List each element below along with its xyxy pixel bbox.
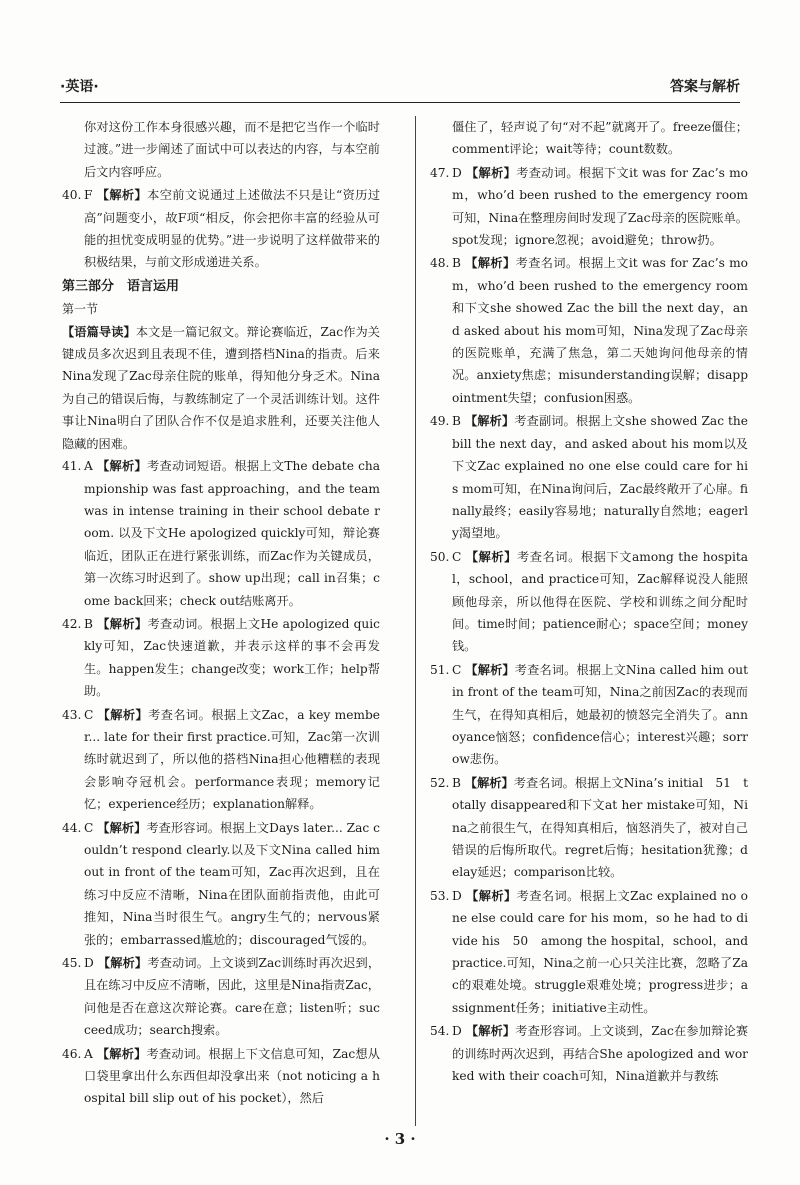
item-text: 考查名词。根据上文Nina called him out in front of the team可知，Nina之前因Zac的表现而生气，在得知真相后，她最初的愤怒完全消失了。annoyance恼怒；confidence信心；interest兴趣；sorrow悲伤。 bbox=[452, 662, 749, 767]
intro-tag: 【语篇导读】 bbox=[62, 324, 136, 339]
item-number: 50. bbox=[430, 549, 450, 564]
item-answer: A bbox=[84, 1046, 93, 1061]
item-text: 考查名词。根据下文among the hospital，school，and practice可知，Zac解释说没人能照顾他母亲，所以他得在医院、学校和训练之间分配时间。time时间；patience耐心；space空间；money钱。 bbox=[452, 549, 749, 654]
item-number: 45. bbox=[62, 956, 82, 971]
item-number: 49. bbox=[430, 414, 450, 429]
analysis-tag: 【解析】 bbox=[465, 256, 516, 271]
item-text: 考查动词。根据下文it was for Zac’s mom，who’d been rushed to the emergency room可知，Nina在整理房间时发现了Zac母亲的医院账单。spot发现；ignore忽视；avoid避免；throw扔。 bbox=[452, 165, 748, 248]
item-number: 44. bbox=[62, 820, 82, 835]
item-answer: D bbox=[452, 1024, 462, 1039]
intro-text: 本文是一篇记叙文。辩论赛临近，Zac作为关键成员多次迟到且表现不佳，遭到搭档Nina的指责。后来Nina发现了Zac母亲住院的账单，得知他分身乏术。Nina为自己的错误后悔，与教练制定了一个灵活训练计划。这件事让Nina明白了团队合作不仅是追求胜利，还要关注他人隐藏的困难。 bbox=[62, 324, 380, 451]
item-answer: B bbox=[452, 256, 461, 271]
item-text: 考查名词。根据上文Nina’s initial 51 totally disappeared和下文at her mistake可知，Nina之前很生气，在得知真相后，恼怒消失了，被对自己错误的后悔所取代。regret后悔；hesitation犹豫；delay延迟；comparison比较。 bbox=[452, 775, 749, 880]
item-answer: B bbox=[452, 775, 461, 790]
analysis-tag: 【解析】 bbox=[466, 165, 517, 180]
analysis-tag: 【解析】 bbox=[97, 616, 148, 631]
analysis-tag: 【解析】 bbox=[97, 707, 149, 722]
answer-item bbox=[430, 1020, 748, 1087]
item-answer: B bbox=[452, 414, 461, 429]
item-number: 54. bbox=[430, 1024, 450, 1039]
answer-item bbox=[430, 410, 748, 544]
item-text: 考查形容词。根据上文Days later... Zac couldn’t respond clearly.以及下文Nina called him out in front of the team可知，Zac再次迟到，且在练习中反应不清晰，Nina在团队面前指责他，由此可推知，Nina当时很生气。angry生气的；nervous紧张的；embarrassed尴尬的；discouraged气馁的。 bbox=[84, 820, 380, 947]
answer-item bbox=[430, 546, 748, 658]
answer-item bbox=[62, 817, 380, 951]
right-column bbox=[430, 116, 748, 1088]
answer-item bbox=[62, 1043, 380, 1110]
analysis-tag: 【解析】 bbox=[97, 820, 147, 835]
analysis-tag: 【解析】 bbox=[465, 662, 515, 677]
section-title: 第三部分 语言运用 bbox=[62, 278, 180, 294]
answer-item bbox=[430, 162, 748, 252]
item-text: 本空前文说通过上述做法不只是让“资历过高”问题变小，故F项“相反，你会把你丰富的经验从可能的担忧变成明显的优势。”进一步说明了这样做带来的积极结果，与前文形成递进关系。 bbox=[84, 188, 381, 270]
analysis-tag: 【解析】 bbox=[464, 775, 514, 790]
left-column bbox=[62, 116, 380, 1111]
answer-item bbox=[430, 772, 748, 884]
item-text: 考查形容词。上文谈到，Zac在参加辩论赛的训练时两次迟到，再结合She apologized and worked with their coach可知，Nina道歉并与教练 bbox=[452, 1024, 749, 1084]
answer-item bbox=[430, 659, 748, 771]
page-number: · 3 · bbox=[384, 1130, 416, 1148]
item-number: 43. bbox=[62, 707, 82, 722]
item-number: 51. bbox=[430, 662, 450, 677]
right-answer-list bbox=[430, 162, 748, 1088]
item-number: 53. bbox=[430, 888, 450, 903]
item-text: 考查副词。根据上文she showed Zac the bill the next day，and asked about his mom以及下文Zac explained no one else could care for his mom可知，在Nina询问后，Zac最终敞开了心扉。finally最终；easily容易地；naturally自然地；eagerly渴望地。 bbox=[452, 414, 748, 541]
analysis-tag: 【解析】 bbox=[97, 459, 147, 474]
answer-item bbox=[430, 885, 748, 1019]
item-text: 考查动词。上文谈到Zac训练时再次迟到，且在练习中反应不清晰，因此，这里是Nina指责Zac，问他是否在意这次辩论赛。care在意；listen听；succeed成功；search搜索。 bbox=[84, 956, 381, 1038]
subsection-title: 第一节 bbox=[62, 302, 99, 317]
answer-item bbox=[430, 252, 748, 409]
subject-label: ·英语· bbox=[60, 79, 99, 95]
answer-item bbox=[62, 455, 380, 612]
q46-continuation: 僵住了，轻声说了句“对不起”就离开了。freeze僵住；comment评论；wait等待；count数数。 bbox=[452, 120, 748, 157]
item-answer: A bbox=[84, 459, 93, 474]
item-answer: F bbox=[84, 188, 93, 203]
analysis-tag: 【解析】 bbox=[97, 956, 148, 971]
answer-item-40 bbox=[62, 184, 380, 274]
analysis-tag: 【解析】 bbox=[96, 1046, 147, 1061]
item-text: 考查名词。根据上文Zac explained no one else could care for his mom，so he had to divide his 50 among the hospital，school，and practice.可知，Nina之前一心只关注比赛，忽略了Zac的艰难处境。struggle艰难处境；progress进步；assignment任务；initiative主动性。 bbox=[452, 888, 749, 1015]
item-answer: D bbox=[452, 888, 462, 903]
answer-item bbox=[62, 704, 380, 816]
item-answer: C bbox=[452, 549, 462, 564]
item-answer: D bbox=[452, 165, 462, 180]
item-number: 48. bbox=[430, 256, 450, 271]
q39-continuation: 你对这份工作本身很感兴趣，而不是把它当作一个临时过渡。”进一步阐述了面试中可以表达的内容，与本空前后文内容呼应。 bbox=[84, 120, 380, 179]
item-answer: C bbox=[84, 820, 94, 835]
item-number: 46. bbox=[62, 1046, 82, 1061]
page-header bbox=[60, 72, 740, 103]
answer-item bbox=[62, 952, 380, 1042]
item-text: 考查名词。根据上文Zac，a key member... late for their first practice.可知，Zac第一次训练时就迟到了，所以他的搭档Nina担心他糟糕的表现会影响夺冠机会。performance表现；memory记忆；experience经历；explanation解释。 bbox=[84, 707, 381, 812]
item-answer: D bbox=[84, 956, 94, 971]
item-text: 考查动词短语。根据上文The debate championship was fast approaching，and the team was in intense training in their school debate room. 以及下文He apologized quickly可知，辩论赛临近，团队正在进行紧张训练，而Zac作为关键成员，第一次练习时迟到了。show up出现；call in召集；come back回来；check out结账离开。 bbox=[84, 459, 381, 608]
header-title: 答案与解析 bbox=[670, 79, 740, 95]
item-text: 考查动词。根据上下文信息可知，Zac想从口袋里拿出什么东西但却没拿出来（not noticing a hospital bill slip out of his pocket），然后 bbox=[84, 1046, 380, 1106]
left-answer-list bbox=[62, 455, 380, 1110]
item-answer: C bbox=[84, 707, 94, 722]
analysis-tag: 【解析】 bbox=[465, 549, 517, 564]
item-answer: B bbox=[84, 616, 93, 631]
analysis-tag: 【解析】 bbox=[464, 414, 515, 429]
item-text: 考查动词。根据上文He apologized quickly可知，Zac快速道歉，并表示这样的事不会再发生。happen发生；change改变；work工作；help帮助。 bbox=[84, 616, 380, 699]
answer-item bbox=[62, 613, 380, 703]
item-number: 41. bbox=[62, 459, 82, 474]
analysis-tag: 【解析】 bbox=[96, 188, 148, 203]
item-number: 40. bbox=[62, 188, 82, 203]
item-text: 考查名词。根据上文it was for Zac’s mom，who’d been rushed to the emergency room和下文she showed Zac the bill the next day，and asked about his mom可知，Nina发现了Zac母亲的医院账单，充满了焦急，第二天她询问他母亲的情况。anxiety焦虑；misunderstanding误解；disappointment失望；confusion困惑。 bbox=[452, 256, 749, 405]
column-divider bbox=[415, 116, 416, 1126]
analysis-tag: 【解析】 bbox=[466, 888, 517, 903]
item-number: 42. bbox=[62, 616, 82, 631]
item-number: 47. bbox=[430, 165, 450, 180]
analysis-tag: 【解析】 bbox=[465, 1024, 516, 1039]
passage-intro bbox=[62, 321, 380, 455]
item-number: 52. bbox=[430, 775, 450, 790]
item-answer: C bbox=[452, 662, 462, 677]
